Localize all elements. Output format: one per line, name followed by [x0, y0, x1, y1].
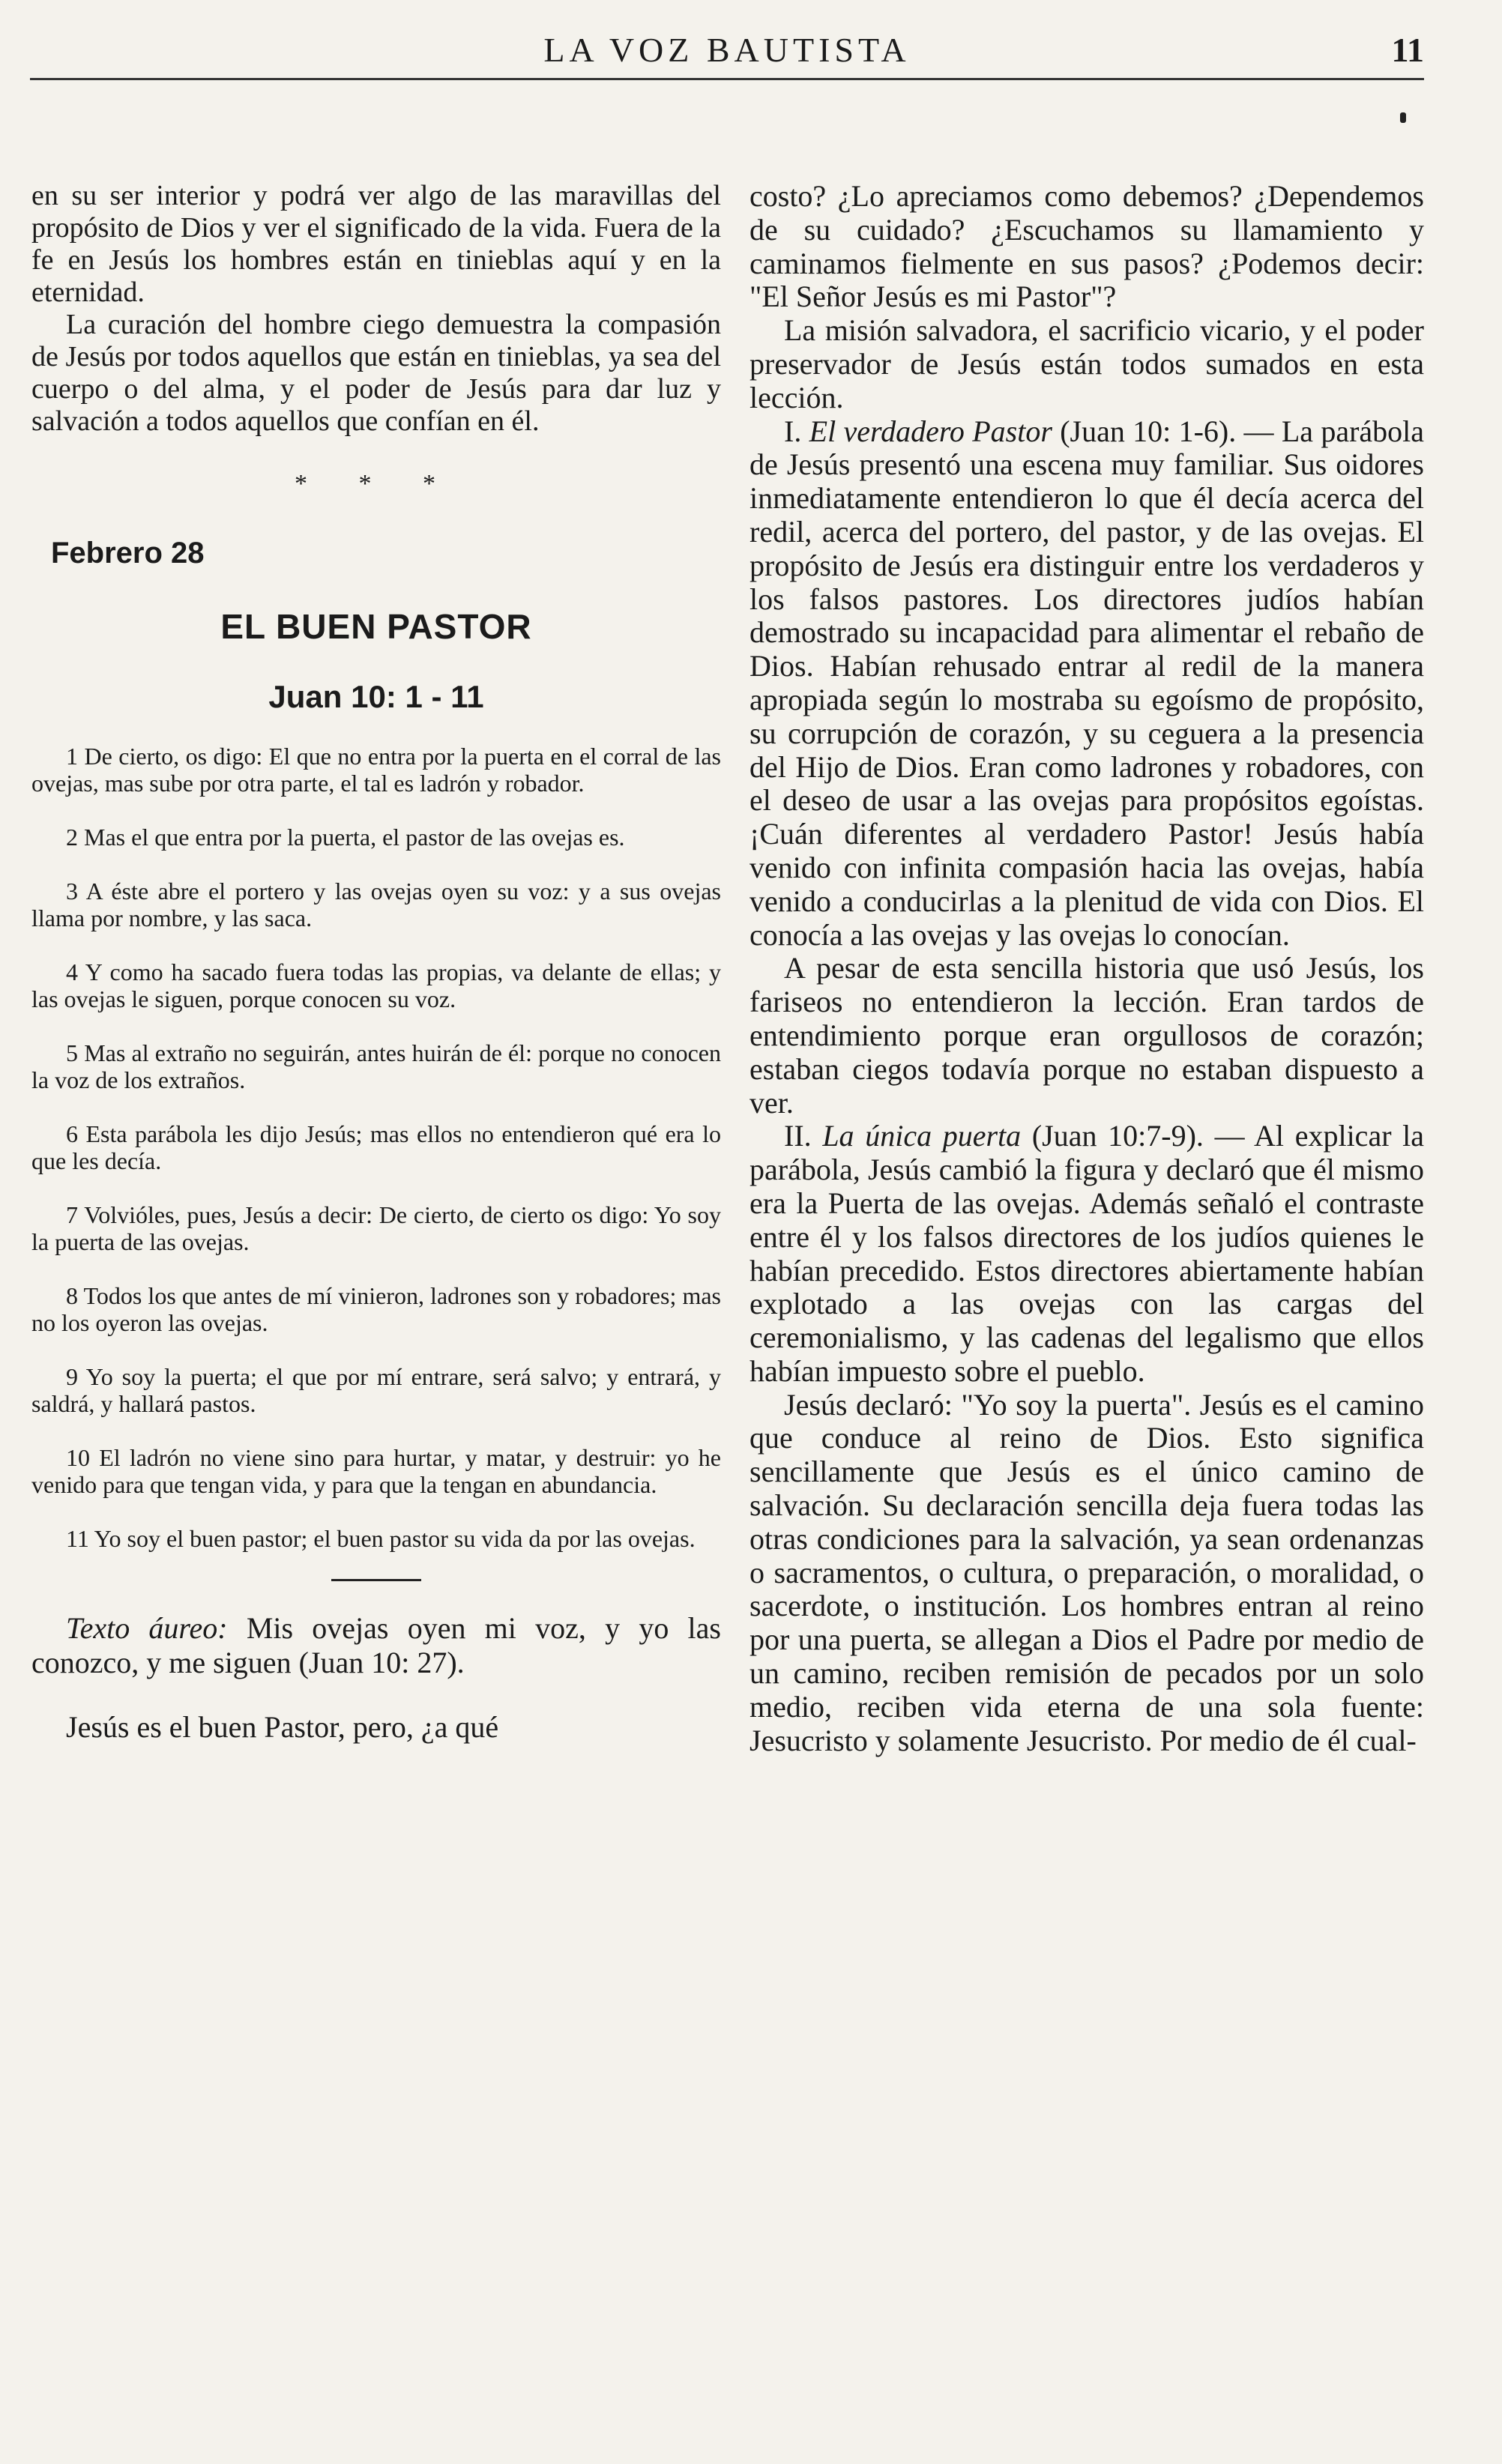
verse: 7 Volvióles, pues, Jesús a decir: De cierto, de cierto os digo: Yo soy la puerta de las ovejas.	[31, 1201, 721, 1255]
left-column	[31, 180, 721, 1745]
section-one	[750, 415, 1424, 952]
verse: 9 Yo soy la puerta; el que por mí entrare, será salvo; y entrará, y saldrá, y hallará pastos.	[31, 1363, 721, 1417]
short-divider	[331, 1579, 421, 1581]
verse: 4 Y como ha sacado fuera todas las propias, va delante de ellas; y las ovejas le siguen, porque conocen su voz.	[31, 958, 721, 1012]
closing-line: Jesús es el buen Pastor, pero, ¿a qué	[66, 1710, 499, 1744]
verse: 3 A éste abre el portero y las ovejas oyen su voz: y a sus ovejas llama por nombre, y las saca.	[31, 878, 721, 931]
section-title: La única puerta	[822, 1119, 1022, 1153]
scripture-verses	[31, 743, 721, 1552]
ink-spot	[1400, 112, 1406, 123]
golden-text-body: Mis ovejas oyen mi voz, y yo las conozco, y me siguen (Juan 10: 27).	[31, 1611, 721, 1679]
golden-text-label: Texto áureo:	[66, 1611, 228, 1645]
golden-text	[31, 1611, 721, 1680]
commentary-paragraph: Jesús declaró: "Yo soy la puerta". Jesús es el camino que conduce al reino de Dios. Esto significa sencillamente que Jesús es el único camino de salvación. Su declaración sencilla deja fuera todas las otras condiciones para la salvación, ya sean ordenanzas o sacramentos, o cultura, o preparación, o moralidad, o sacerdote, o institución. Los hombres entran al reino por una puerta, se allegan a Dios el Padre por medio de un camino, reciben remisión de pecados por un solo medio, reciben vida eterna de una sola fuente: Jesucristo y solamente Jesucristo. Por medio de él cual-	[750, 1387, 1424, 1757]
magazine-title: LA VOZ BAUTISTA	[543, 31, 911, 69]
lesson-date: Febrero 28	[51, 537, 205, 570]
scripture-reference: Juan 10: 1 - 11	[268, 679, 484, 714]
section-two	[750, 1120, 1424, 1388]
section-reference: (Juan 10:7-9).	[1031, 1119, 1204, 1153]
commentary-paragraph: La misión salvadora, el sacrificio vicario, y el poder preservador de Jesús están todos sumados en esta lección.	[750, 313, 1424, 414]
section-number: I.	[784, 414, 802, 448]
verse: 10 El ladrón no viene sino para hurtar, y matar, y destruir: yo he venido para que tengan vida, y para que la tengan en abundancia.	[31, 1444, 721, 1498]
intro-paragraph: en su ser interior y podrá ver algo de las maravillas del propósito de Dios y ver el significado de la vida. Fuera de la fe en Jesús los hombres están en tinieblas aquí y en la eternidad.	[31, 180, 721, 308]
verse: 6 Esta parábola les dijo Jesús; mas ellos no entendieron qué era lo que les decía.	[31, 1120, 721, 1174]
lesson-title: EL BUEN PASTOR	[220, 607, 532, 646]
commentary-paragraph: costo? ¿Lo apreciamos como debemos? ¿Dependemos de su cuidado? ¿Escuchamos su llamamiento y caminamos fielmente en sus pasos? ¿Podemos decir: "El Señor Jesús es mi Pastor"?	[750, 179, 1424, 314]
right-column	[750, 180, 1424, 1757]
header-rule	[30, 78, 1424, 80]
intro-paragraph: La curación del hombre ciego demuestra la compasión de Jesús por todos aquellos que están en tinieblas, ya sea del cuerpo o del alma, y el poder de Jesús para dar luz y salvación a todos aquellos que confían en él.	[31, 309, 721, 437]
verse: 5 Mas al extraño no seguirán, antes huirán de él: porque no conocen la voz de los extraños.	[31, 1039, 721, 1093]
verse: 1 De cierto, os digo: El que no entra por la puerta en el corral de las ovejas, mas sube por otra parte, el tal es ladrón y robador.	[31, 743, 721, 797]
section-text: — Al explicar la parábola, Jesús cambió la figura y declaró que él mismo era la Puerta de las ovejas. Además señaló el contraste entre él y los falsos directores de los judíos quienes le habían precedido. Estos directores abiertamente habían explotado a las ovejas con las cargas del ceremonialismo, y las cadenas del legalismo que ellos habían impuesto sobre el pueblo.	[750, 1119, 1425, 1388]
section-reference: (Juan 10: 1-6).	[1060, 414, 1237, 448]
verse: 8 Todos los que antes de mí vinieron, ladrones son y robadores; mas no los oyeron las ovejas.	[31, 1282, 721, 1336]
verse: 2 Mas el que entra por la puerta, el pastor de las ovejas es.	[66, 824, 625, 851]
commentary-paragraph: A pesar de esta sencilla historia que usó Jesús, los fariseos no entendieron la lección. Eran tardos de entendimiento porque eran orgullosos de corazón; estaban ciegos todavía porque no estaban dispuesto a ver.	[750, 951, 1424, 1120]
page-number: 11	[1391, 31, 1424, 69]
verse: 11 Yo soy el buen pastor; el buen pastor su vida da por las ovejas.	[66, 1525, 696, 1552]
page-header	[30, 30, 1424, 82]
section-text: — La parábola de Jesús presentó una escena muy familiar. Sus oidores inmediatamente entendieron lo que él decía acerca del redil, acerca del portero, del pastor, y de las ovejas. El propósito de Jesús era distinguir entre los verdaderos y los falsos pastores. Los directores judíos habían demostrado su incapacidad para alimentar el rebaño de Dios. Habían rehusado entrar al redil de la manera apropiada según lo mostraba su egoísmo de propósito, su corrupción de corazón, y su ceguera a la presencia del Hijo de Dios. Eran como ladrones y robadores, con el deseo de usar a las ovejas para propósitos egoístas. ¡Cuán diferentes al verdadero Pastor! Jesús había venido con infinita compasión hacia las ovejas, había venido a conducirlas a la plenitud de vida con Dios. El conocía a las ovejas y las ovejas lo conocían.	[750, 414, 1425, 952]
section-number: II.	[784, 1119, 812, 1153]
section-separator: * * *	[295, 470, 458, 498]
section-title: El verdadero Pastor	[809, 414, 1052, 448]
